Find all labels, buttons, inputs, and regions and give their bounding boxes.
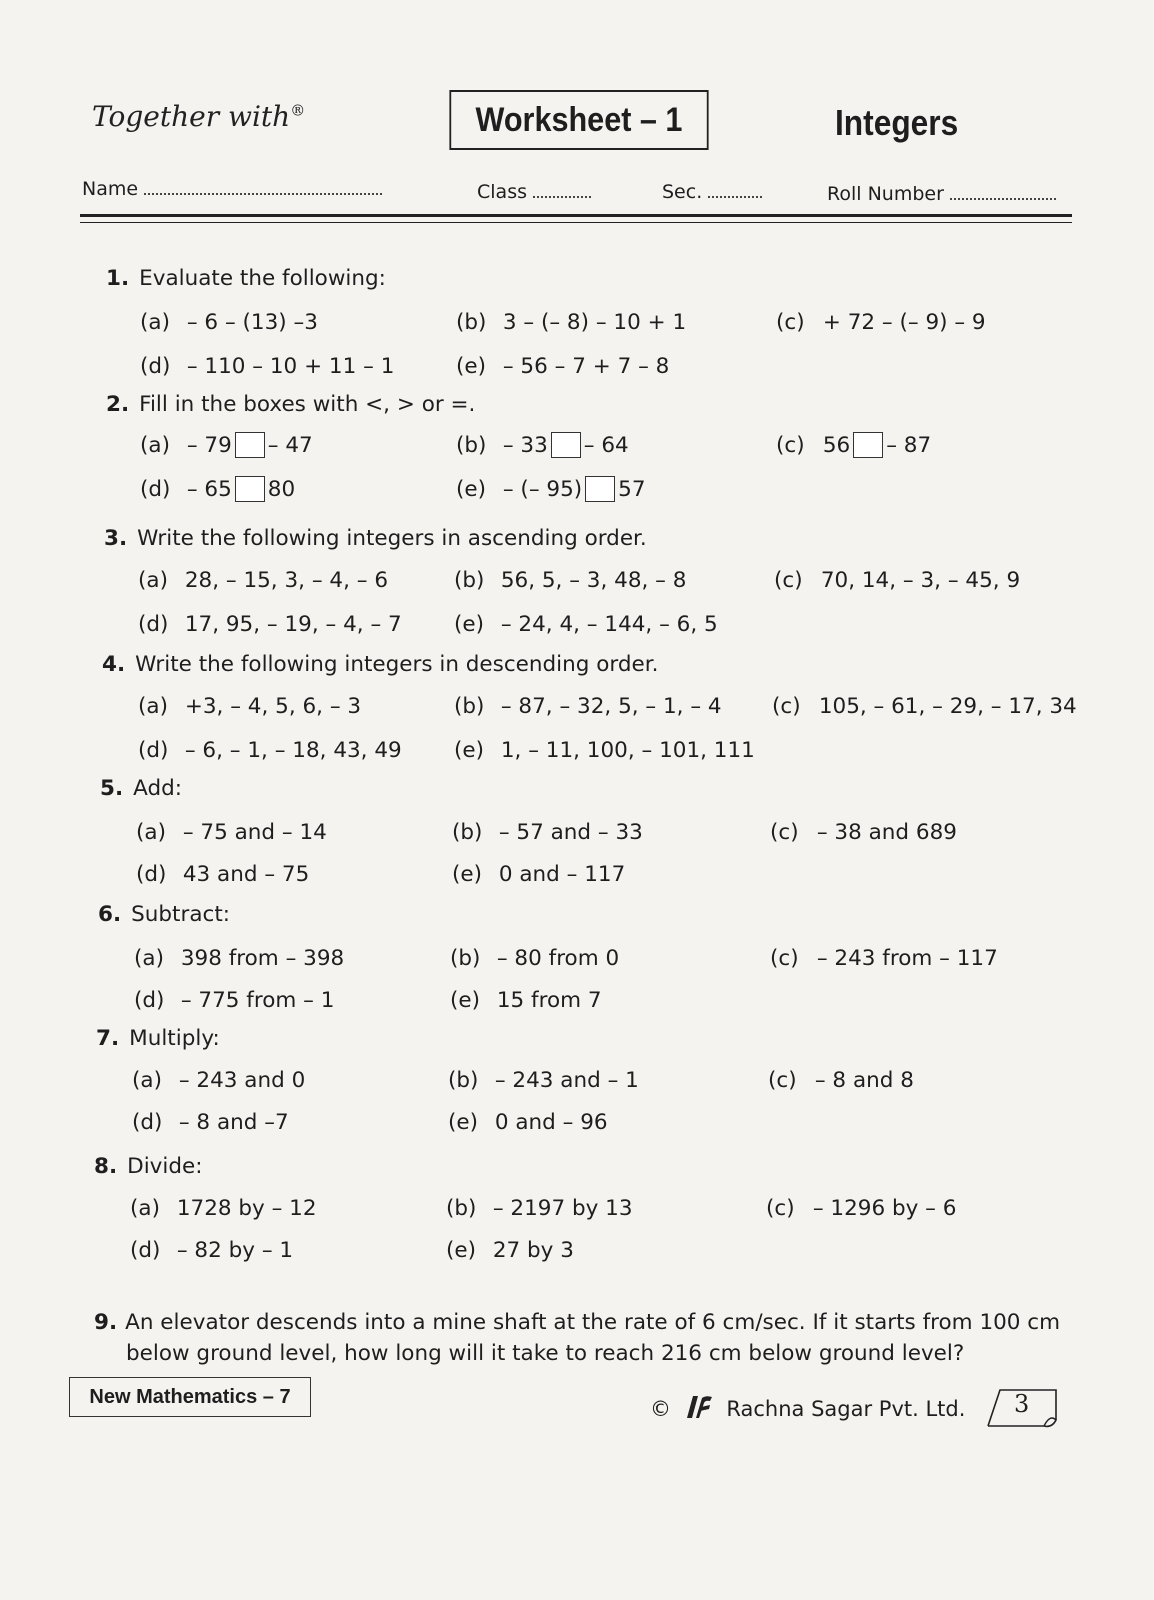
sub-question-label: (b) <box>454 568 485 593</box>
sub-question-label: (d) <box>134 988 165 1013</box>
copyright-symbol: © <box>650 1397 671 1421</box>
sub-question-label: (d) <box>138 612 169 637</box>
sub-question <box>130 1238 293 1263</box>
sub-question-label: (a) <box>140 310 170 335</box>
sub-question-expression: 15 from 7 <box>496 988 602 1013</box>
class-label: Class <box>477 181 527 203</box>
sub-question-label: (b) <box>446 1196 477 1221</box>
sub-question-label: (b) <box>454 694 485 719</box>
question-9-line1: An elevator descends into a mine shaft at the rate of 6 cm/sec. If it starts from 100 cm <box>125 1310 1061 1335</box>
comparison-left-value: – 65 <box>186 477 232 502</box>
sub-question <box>450 946 619 971</box>
question-3 <box>104 526 647 551</box>
sub-question <box>456 476 646 502</box>
sub-question <box>776 432 931 458</box>
sub-question-label: (b) <box>456 310 487 335</box>
sub-question <box>134 946 344 971</box>
sub-question-label: (d) <box>136 862 167 887</box>
sub-question-label: (d) <box>140 354 171 379</box>
answer-box[interactable] <box>235 432 265 458</box>
worksheet-title-box <box>449 90 708 150</box>
comparison-right-value: 80 <box>267 477 296 502</box>
sub-question <box>138 694 361 719</box>
sub-question-expression: – 2197 by 13 <box>492 1196 633 1221</box>
sub-question-expression: – 80 from 0 <box>496 946 620 971</box>
sub-question-label: (b) <box>452 820 483 845</box>
comparison-left-value: – (– 95) <box>502 477 583 502</box>
question-number: 5. <box>100 776 124 801</box>
sub-question-expression: 1, – 11, 100, – 101, 111 <box>500 738 755 763</box>
answer-box[interactable] <box>853 432 883 458</box>
sec-label: Sec. <box>662 181 703 203</box>
name-blank[interactable] <box>144 179 382 195</box>
sub-question <box>448 1110 608 1135</box>
sub-question-expression: 0 and – 117 <box>498 862 626 887</box>
sub-question-expression: – 6, – 1, – 18, 43, 49 <box>184 738 402 763</box>
question-9 <box>94 1307 1074 1369</box>
sub-question-expression: – 57 and – 33 <box>498 820 643 845</box>
sub-question-label: (c) <box>772 694 801 719</box>
comparison-left-value: – 33 <box>502 433 548 458</box>
page-number: 3 <box>1014 1390 1030 1418</box>
class-field[interactable] <box>477 181 591 203</box>
sub-question-label: (e) <box>456 354 487 379</box>
question-7-row <box>0 1068 1154 1098</box>
question-2-row <box>0 476 1154 506</box>
sub-question <box>140 310 318 335</box>
sub-question-label: (d) <box>138 738 169 763</box>
question-text: Write the following integers in ascending order. <box>137 526 647 551</box>
sub-question <box>452 862 625 887</box>
brand-name: Together with <box>92 100 291 133</box>
copyright-line <box>650 1394 965 1425</box>
question-4 <box>102 652 658 677</box>
sub-question-expression: – 87, – 32, 5, – 1, – 4 <box>500 694 722 719</box>
comparison-left-value: 56 <box>822 433 851 458</box>
sub-question <box>456 432 629 458</box>
student-info-fields <box>82 178 1062 204</box>
page-number-tab <box>986 1384 1062 1432</box>
sub-question-label: (e) <box>456 477 487 502</box>
sub-question-expression: 43 and – 75 <box>182 862 310 887</box>
question-1 <box>106 266 386 291</box>
sub-question-expression: – 775 from – 1 <box>180 988 335 1013</box>
sub-question <box>138 738 402 763</box>
comparison-right-value: – 47 <box>267 433 313 458</box>
question-7-row <box>0 1110 1154 1140</box>
publisher-logo-icon <box>684 1394 714 1425</box>
sub-question <box>454 694 722 719</box>
sub-question-label: (d) <box>132 1110 163 1135</box>
question-text: Evaluate the following: <box>139 266 386 291</box>
sub-question <box>138 612 402 637</box>
question-1-row <box>0 310 1154 340</box>
sub-question <box>450 988 602 1013</box>
sub-question <box>136 820 327 845</box>
sub-question-expression: – 8 and –7 <box>178 1110 289 1135</box>
comparison-right-value: 57 <box>618 477 646 502</box>
sub-question <box>132 1110 289 1135</box>
sub-question-expression: – 56 – 7 + 7 – 8 <box>502 354 670 379</box>
sub-question <box>136 862 309 887</box>
sub-question-expression: – 6 – (13) –3 <box>186 310 318 335</box>
sub-question-label: (a) <box>136 820 166 845</box>
sub-question <box>770 946 998 971</box>
question-number: 4. <box>102 652 126 677</box>
comparison-right-value: – 64 <box>583 433 629 458</box>
name-field[interactable] <box>82 178 382 200</box>
sub-question-expression: – 110 – 10 + 11 – 1 <box>186 354 395 379</box>
sec-field[interactable] <box>662 181 762 203</box>
answer-box[interactable] <box>585 476 615 502</box>
sub-question-expression: 398 from – 398 <box>180 946 345 971</box>
sub-question <box>138 568 388 593</box>
sub-question-label: (d) <box>140 477 171 502</box>
sub-question-expression: 28, – 15, 3, – 4, – 6 <box>184 568 389 593</box>
question-7 <box>96 1026 220 1051</box>
sub-question <box>130 1196 317 1221</box>
question-3-row <box>0 568 1154 598</box>
comparison-right-value: – 87 <box>886 433 932 458</box>
question-number: 9. <box>94 1310 118 1335</box>
sub-question-expression: – 243 and – 1 <box>494 1068 639 1093</box>
question-9-line2: below ground level, how long will it take to reach 216 cm below ground level? <box>126 1341 965 1366</box>
question-5-row <box>0 862 1154 892</box>
brand-logo-text <box>92 100 305 133</box>
question-text: Multiply: <box>129 1026 220 1051</box>
worksheet-title: Worksheet – 1 <box>475 100 683 139</box>
question-8-row <box>0 1238 1154 1268</box>
sub-question-label: (b) <box>448 1068 479 1093</box>
sub-question-expression: 3 – (– 8) – 10 + 1 <box>502 310 687 335</box>
book-title-box <box>69 1377 311 1417</box>
sub-question-expression: – 24, 4, – 144, – 6, 5 <box>500 612 718 637</box>
sub-question-expression: – 8 and 8 <box>814 1068 914 1093</box>
sub-question-expression: 0 and – 96 <box>494 1110 608 1135</box>
sub-question-label: (d) <box>130 1238 161 1263</box>
question-1-row <box>0 354 1154 384</box>
sub-question-expression: +3, – 4, 5, 6, – 3 <box>184 694 362 719</box>
sub-question-label: (a) <box>138 694 168 719</box>
question-number: 2. <box>106 392 130 417</box>
sub-question-label: (c) <box>766 1196 795 1221</box>
sub-question-label: (e) <box>448 1110 479 1135</box>
header-rule-thick <box>80 214 1072 217</box>
roll-number-label: Roll Number <box>827 183 944 205</box>
question-4-row <box>0 738 1154 768</box>
sub-question-label: (c) <box>774 568 803 593</box>
sub-question <box>446 1196 633 1221</box>
sub-question <box>140 432 313 458</box>
book-title: New Mathematics – 7 <box>89 1385 291 1408</box>
question-4-row <box>0 694 1154 724</box>
sub-question-label: (c) <box>776 310 805 335</box>
sub-question <box>768 1068 914 1093</box>
sub-question <box>452 820 643 845</box>
sub-question-label: (a) <box>138 568 168 593</box>
sub-question <box>456 354 669 379</box>
sub-question-label: (a) <box>140 433 170 458</box>
sub-question-expression: 56, 5, – 3, 48, – 8 <box>500 568 687 593</box>
sub-question-expression: + 72 – (– 9) – 9 <box>822 310 986 335</box>
sub-question-label: (e) <box>452 862 483 887</box>
sub-question <box>134 988 334 1013</box>
sub-question-expression: – 75 and – 14 <box>182 820 327 845</box>
topic-title: Integers <box>835 102 959 143</box>
sub-question <box>456 310 686 335</box>
sub-question <box>448 1068 639 1093</box>
sub-question <box>776 310 986 335</box>
question-text: Write the following integers in descending order. <box>135 652 659 677</box>
sub-question <box>774 568 1020 593</box>
sub-question <box>446 1238 574 1263</box>
sub-question-expression: 1728 by – 12 <box>176 1196 317 1221</box>
sub-question-label: (e) <box>454 738 485 763</box>
answer-box[interactable] <box>551 432 581 458</box>
sub-question-expression: 27 by 3 <box>492 1238 574 1263</box>
question-8-row <box>0 1196 1154 1226</box>
question-3-row <box>0 612 1154 642</box>
question-6-row <box>0 946 1154 976</box>
sub-question-expression: – 243 from – 117 <box>816 946 998 971</box>
question-5-row <box>0 820 1154 850</box>
sub-question <box>454 738 755 763</box>
registered-mark: ® <box>290 101 306 120</box>
sub-question <box>454 612 718 637</box>
sub-question-expression: – 38 and 689 <box>816 820 957 845</box>
question-number: 1. <box>106 266 130 291</box>
question-6-row <box>0 988 1154 1018</box>
sub-question-expression: 105, – 61, – 29, – 17, 34 <box>818 694 1077 719</box>
question-2-row <box>0 432 1154 462</box>
sub-question-label: (e) <box>446 1238 477 1263</box>
question-5 <box>100 776 182 801</box>
sub-question-expression: – 1296 by – 6 <box>812 1196 957 1221</box>
question-number: 3. <box>104 526 128 551</box>
sub-question <box>772 694 1077 719</box>
class-blank[interactable] <box>533 182 591 198</box>
roll-number-blank[interactable] <box>950 184 1056 200</box>
sub-question <box>770 820 957 845</box>
sub-question-expression: – 243 and 0 <box>178 1068 306 1093</box>
sub-question-label: (c) <box>768 1068 797 1093</box>
name-label: Name <box>82 178 139 200</box>
question-2 <box>106 392 475 417</box>
sub-question-label: (e) <box>450 988 481 1013</box>
sub-question-label: (b) <box>456 433 487 458</box>
sub-question-label: (a) <box>130 1196 160 1221</box>
question-text: Fill in the boxes with <, > or =. <box>139 392 476 417</box>
sub-question-label: (a) <box>134 946 164 971</box>
sub-question-label: (c) <box>770 946 799 971</box>
sub-question-label: (a) <box>132 1068 162 1093</box>
sub-question-expression: – 82 by – 1 <box>176 1238 294 1263</box>
sub-question-label: (c) <box>770 820 799 845</box>
question-8 <box>94 1154 203 1179</box>
sub-question <box>454 568 686 593</box>
sub-question-label: (c) <box>776 433 805 458</box>
sub-question <box>140 354 394 379</box>
header-rule-thin <box>80 222 1072 223</box>
question-6 <box>98 902 230 927</box>
sub-question <box>132 1068 305 1093</box>
question-text: Subtract: <box>131 902 231 927</box>
question-number: 6. <box>98 902 122 927</box>
question-number: 8. <box>94 1154 118 1179</box>
publisher-name: Rachna Sagar Pvt. Ltd. <box>726 1397 966 1421</box>
sub-question <box>140 476 295 502</box>
sub-question-expression: 70, 14, – 3, – 45, 9 <box>820 568 1021 593</box>
answer-box[interactable] <box>235 476 265 502</box>
sub-question-expression: 17, 95, – 19, – 4, – 7 <box>184 612 402 637</box>
question-text: Divide: <box>127 1154 203 1179</box>
sub-question-label: (b) <box>450 946 481 971</box>
question-number: 7. <box>96 1026 120 1051</box>
roll-number-field[interactable] <box>827 183 1056 205</box>
sec-blank[interactable] <box>708 182 762 198</box>
sub-question <box>766 1196 956 1221</box>
comparison-left-value: – 79 <box>186 433 232 458</box>
question-text: Add: <box>133 776 183 801</box>
sub-question-label: (e) <box>454 612 485 637</box>
